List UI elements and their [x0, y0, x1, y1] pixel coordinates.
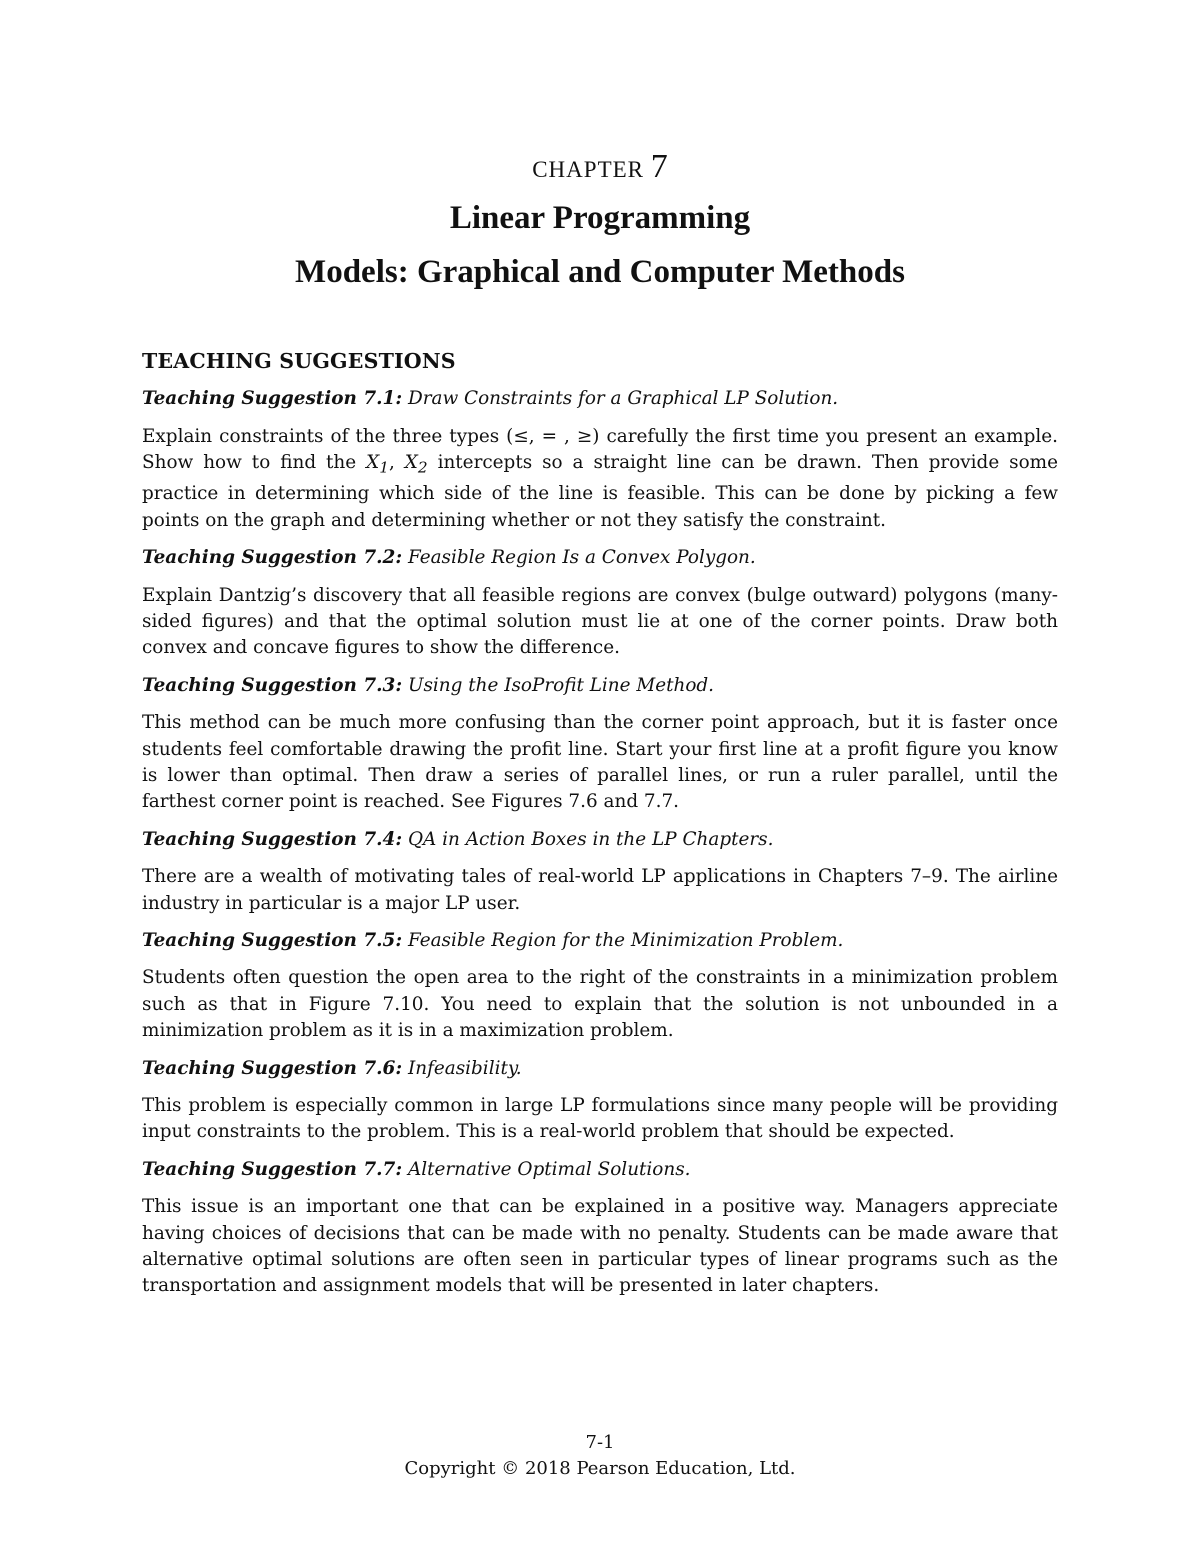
suggestion-label: Teaching Suggestion 7.3:: [142, 674, 403, 696]
suggestion-body: This issue is an important one that can be explained in a positive way. Managers appreciate having choices of decisions that can be made with no penalty. Students can be made aware that alternative optimal solutions are often seen in particular types of linear programs such as the transportation and assignment models that will be presented in later chapters.: [142, 1196, 1058, 1297]
chapter-word: CHAPTER: [532, 157, 645, 182]
suggestion-body: This method can be much more confusing than the corner point approach, but it is faster once students feel comfortable drawing the profit line. Start your first line at a profit figure you know is lower than optimal. Then draw a series of parallel lines, or run a ruler parallel, until the farthest corner point is reached. See Figures 7.6 and 7.7.: [142, 712, 1058, 813]
suggestion-heading: [142, 673, 1058, 699]
section-heading: TEACHING SUGGESTIONS: [142, 349, 456, 373]
chapter-title-line-1: Linear Programming: [449, 200, 751, 236]
suggestion-body-text: intercepts so a straight line can be drawn. Then provide some practice in determining which side of the line is feasible. This can be done by picking a few points on the graph and determining whether or not they satisfy the constraint.: [142, 452, 1058, 531]
suggestion-heading: [142, 545, 1058, 571]
suggestion-heading: [142, 1157, 1058, 1183]
suggestion-title: Alternative Optimal Solutions.: [402, 1158, 691, 1180]
suggestion-title: Draw Constraints for a Graphical LP Solution.: [402, 388, 839, 410]
suggestion-title: Using the IsoProfit Line Method.: [402, 674, 715, 696]
suggestion-title: Feasible Region for the Minimization Problem.: [402, 929, 844, 951]
variable-x2-subscript: 2: [417, 458, 428, 477]
suggestion-label: Teaching Suggestion 7.1:: [142, 388, 403, 410]
page-number: 7-1: [585, 1432, 615, 1453]
suggestion-body: [142, 424, 1058, 534]
suggestion-heading: [142, 386, 1058, 412]
suggestion-body: Students often question the open area to the right of the constraints in a minimization problem such as that in Figure 7.10. You need to explain that the solution is not unbounded in a minimization problem as it is in a maximization problem.: [142, 967, 1058, 1042]
chapter-title-line-2: Models: Graphical and Computer Methods: [295, 254, 905, 290]
variable-x1: [366, 452, 389, 477]
suggestion-heading: [142, 827, 1058, 853]
variable-x2: [404, 452, 428, 477]
suggestion-title: Feasible Region Is a Convex Polygon.: [402, 547, 756, 569]
chapter-label: [0, 148, 1200, 186]
copyright-notice: Copyright © 2018 Pearson Education, Ltd.: [404, 1458, 796, 1479]
suggestion-label: Teaching Suggestion 7.7:: [142, 1158, 403, 1180]
suggestion-body-text: Explain constraints of the three types (≤, = , ≥) carefully the first time you present an example. Show how to find the: [142, 425, 1058, 474]
suggestion-heading: [142, 928, 1058, 954]
variable-x1-letter: X: [366, 452, 380, 474]
suggestion-label: Teaching Suggestion 7.4:: [142, 828, 403, 850]
variable-x2-letter: X: [404, 452, 418, 474]
variable-separator: ,: [388, 452, 405, 474]
main-content: [142, 348, 1058, 1311]
suggestion-body: Explain Dantzig’s discovery that all feasible regions are convex (bulge outward) polygons (many-sided figures) and that the optimal solution must lie at one of the corner points. Draw both convex and concave figures to show the difference.: [142, 584, 1058, 659]
suggestion-label: Teaching Suggestion 7.2:: [142, 547, 403, 569]
variable-x1-subscript: 1: [379, 458, 389, 477]
suggestion-heading: [142, 1056, 1058, 1082]
suggestion-body: This problem is especially common in large LP formulations since many people will be providing input constraints to the problem. This is a real-world problem that should be expected.: [142, 1095, 1058, 1143]
suggestion-title: QA in Action Boxes in the LP Chapters.: [402, 828, 774, 850]
suggestion-label: Teaching Suggestion 7.5:: [142, 929, 403, 951]
suggestion-title: Infeasibility.: [402, 1057, 522, 1079]
chapter-number: 7: [650, 148, 668, 185]
suggestion-body: There are a wealth of motivating tales of real-world LP applications in Chapters 7–9. The airline industry in particular is a major LP user.: [142, 866, 1058, 914]
suggestion-label: Teaching Suggestion 7.6:: [142, 1057, 403, 1079]
